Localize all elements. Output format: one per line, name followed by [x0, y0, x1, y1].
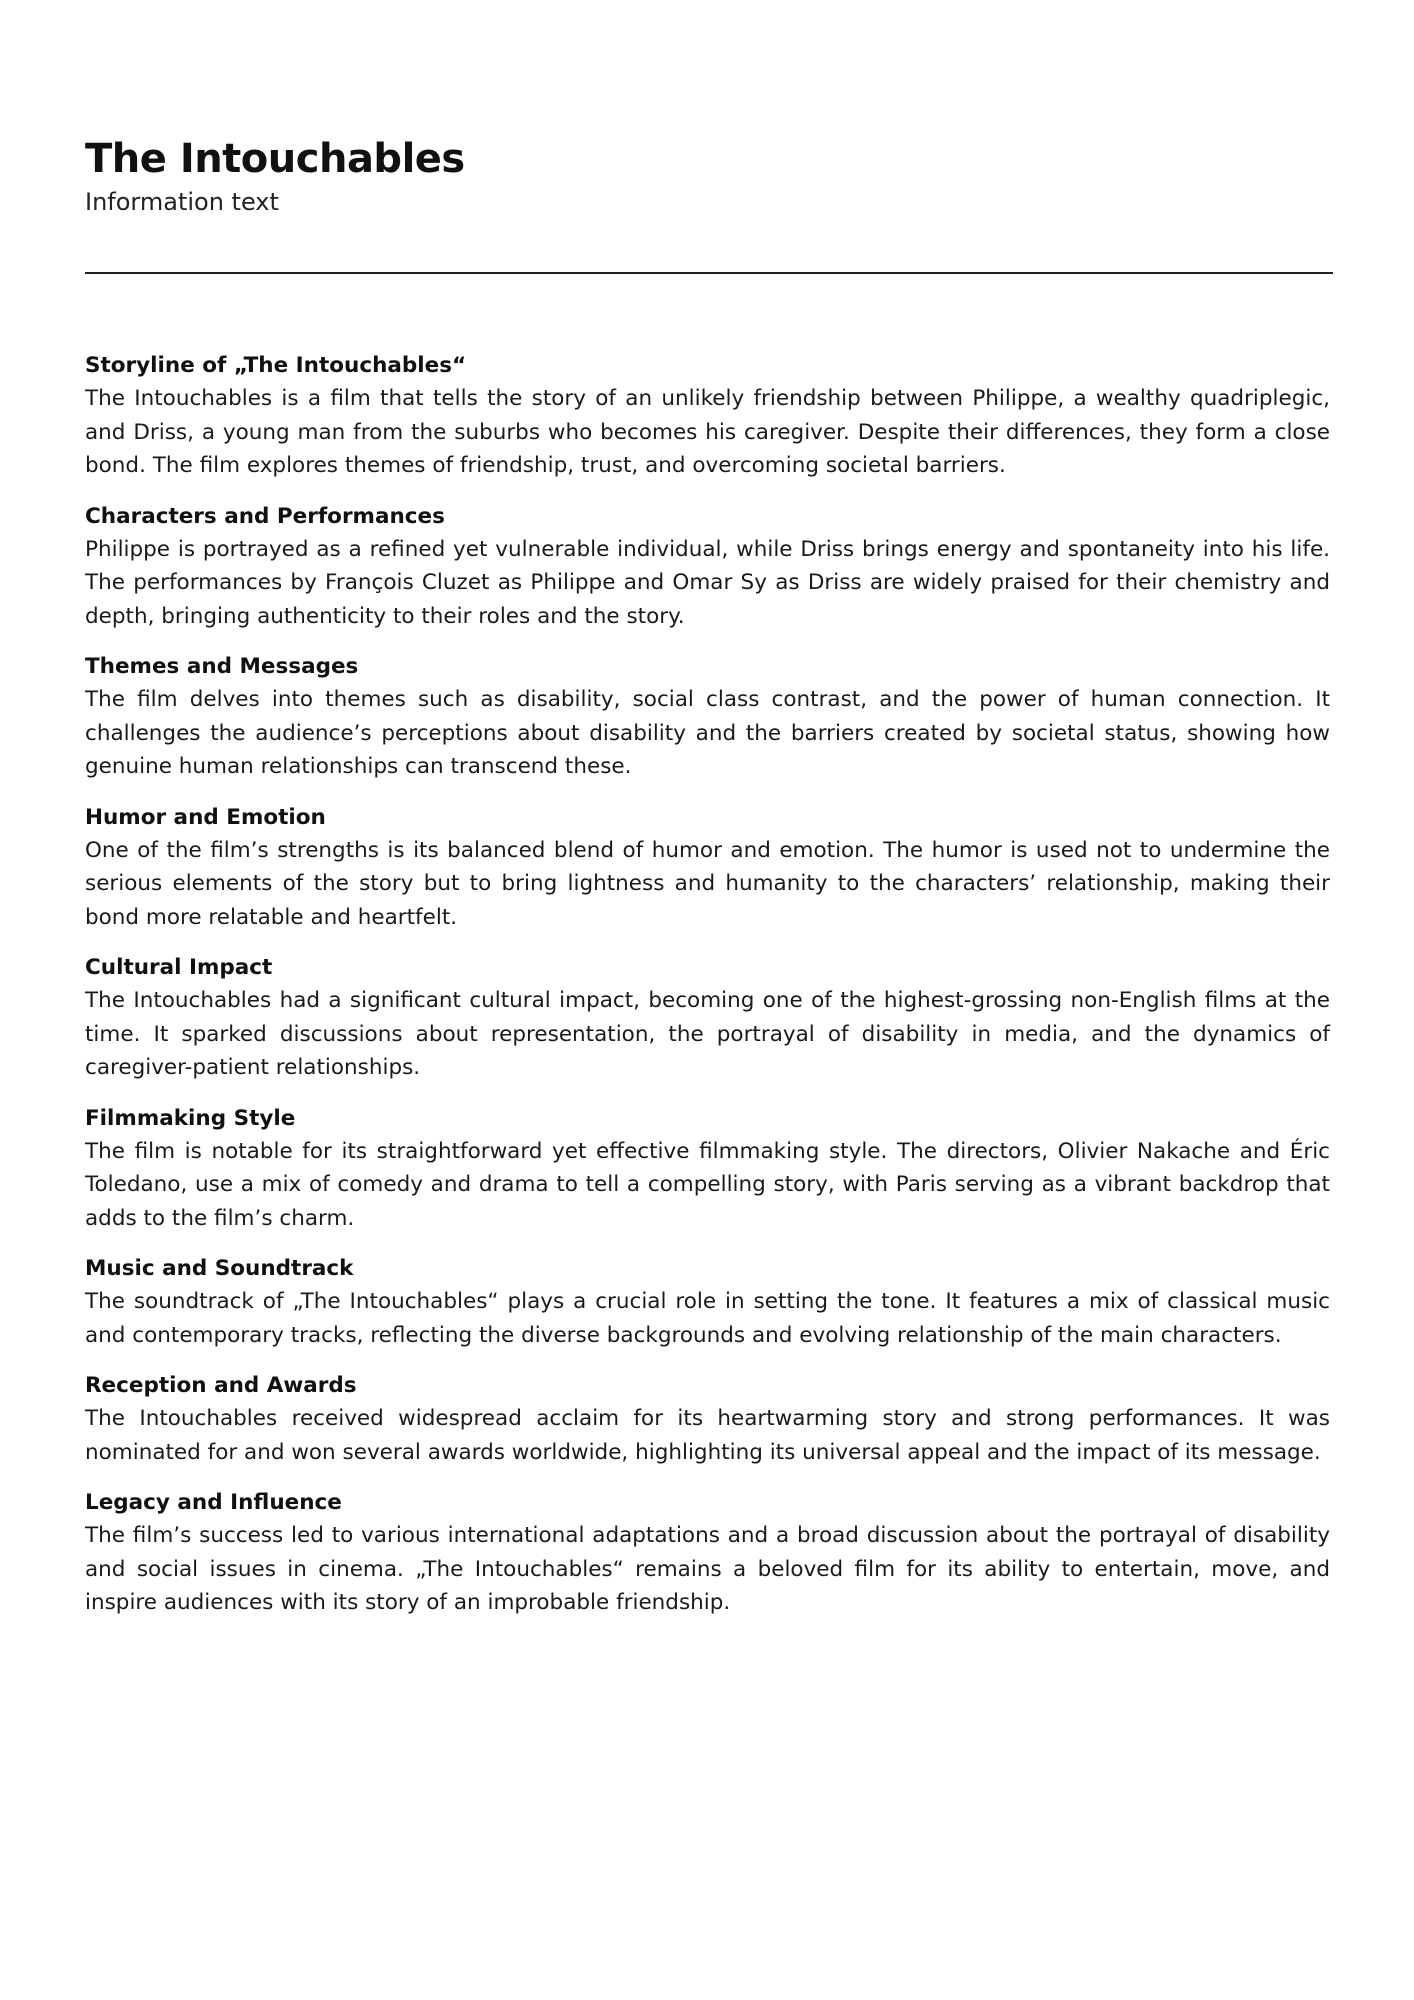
section-cultural-impact	[85, 952, 1330, 1085]
section-body: The Intouchables received widespread acclaim for its heartwarming story and strong performances. It was nominated for and won several awards worldwide, highlighting its universal appeal and the impact of its message.	[85, 1406, 1330, 1465]
section-heading: Themes and Messages	[85, 654, 359, 679]
section-heading: Reception and Awards	[85, 1373, 357, 1398]
section-body: One of the film’s strengths is its balanced blend of humor and emotion. The humor is used not to undermine the serious elements of the story but to bring lightness and humanity to the characters’ relationship, making their bond more relatable and heartfelt.	[85, 837, 1330, 930]
section-reception	[85, 1370, 1330, 1469]
section-music	[85, 1253, 1330, 1352]
section-body: The Intouchables is a film that tells the story of an unlikely friendship between Philippe, a wealthy quadriplegic, and Driss, a young man from the suburbs who becomes his caregiver. Despite their differences, they form a close bond. The film explores themes of friendship, trust, and overcoming societal barriers.	[85, 386, 1330, 478]
section-legacy	[85, 1487, 1330, 1620]
section-heading: Cultural Impact	[85, 955, 273, 980]
section-body: The film is notable for its straightforward yet effective filmmaking style. The directors, Olivier Nakache and Éric Toledano, use a mix of comedy and drama to tell a compelling story, with Paris serving as a vibrant backdrop that adds to the film’s charm.	[85, 1138, 1330, 1231]
section-body: The film delves into themes such as disability, social class contrast, and the power of human connection. It challenges the audience’s perceptions about disability and the barriers created by societal status, showing how genuine human relationships can transcend these.	[85, 687, 1330, 779]
section-characters	[85, 501, 1330, 634]
section-heading: Humor and Emotion	[85, 804, 326, 830]
section-heading: Storyline of „The Intouchables“	[85, 353, 467, 378]
section-body: The soundtrack of „The Intouchables“ plays a crucial role in setting the tone. It features a mix of classical music and contemporary tracks, reflecting the diverse backgrounds and evolving relationship of the main characters.	[85, 1289, 1330, 1348]
section-storyline	[85, 350, 1330, 483]
section-themes	[85, 651, 1330, 784]
section-body: Philippe is portrayed as a refined yet vulnerable individual, while Driss brings energy and spontaneity into his life. The performances by François Cluzet as Philippe and Omar Sy as Driss are widely praised for their chemistry and depth, bringing authenticity to their roles and the story.	[85, 536, 1330, 629]
section-heading: Characters and Performances	[85, 503, 445, 529]
document-title: The Intouchables	[85, 136, 465, 182]
document-content	[85, 350, 1330, 1638]
section-body: The film’s success led to various international adaptations and a broad discussion about the portrayal of disability and social issues in cinema. „The Intouchables“ remains a beloved film for its ability to entertain, move, and inspire audiences with its story of an improbable friendship.	[85, 1523, 1330, 1615]
header-divider	[85, 272, 1333, 274]
section-heading: Legacy and Influence	[85, 1490, 342, 1515]
section-heading: Filmmaking Style	[85, 1105, 296, 1131]
section-filmmaking-style	[85, 1103, 1330, 1236]
section-humor	[85, 802, 1330, 935]
section-heading: Music and Soundtrack	[85, 1256, 354, 1281]
section-body: The Intouchables had a significant cultural impact, becoming one of the highest-grossing non-English films at the time. It sparked discussions about representation, the portrayal of disability in media, and the dynamics of caregiver-patient relationships.	[85, 988, 1330, 1080]
document-subtitle: Information text	[85, 188, 279, 216]
